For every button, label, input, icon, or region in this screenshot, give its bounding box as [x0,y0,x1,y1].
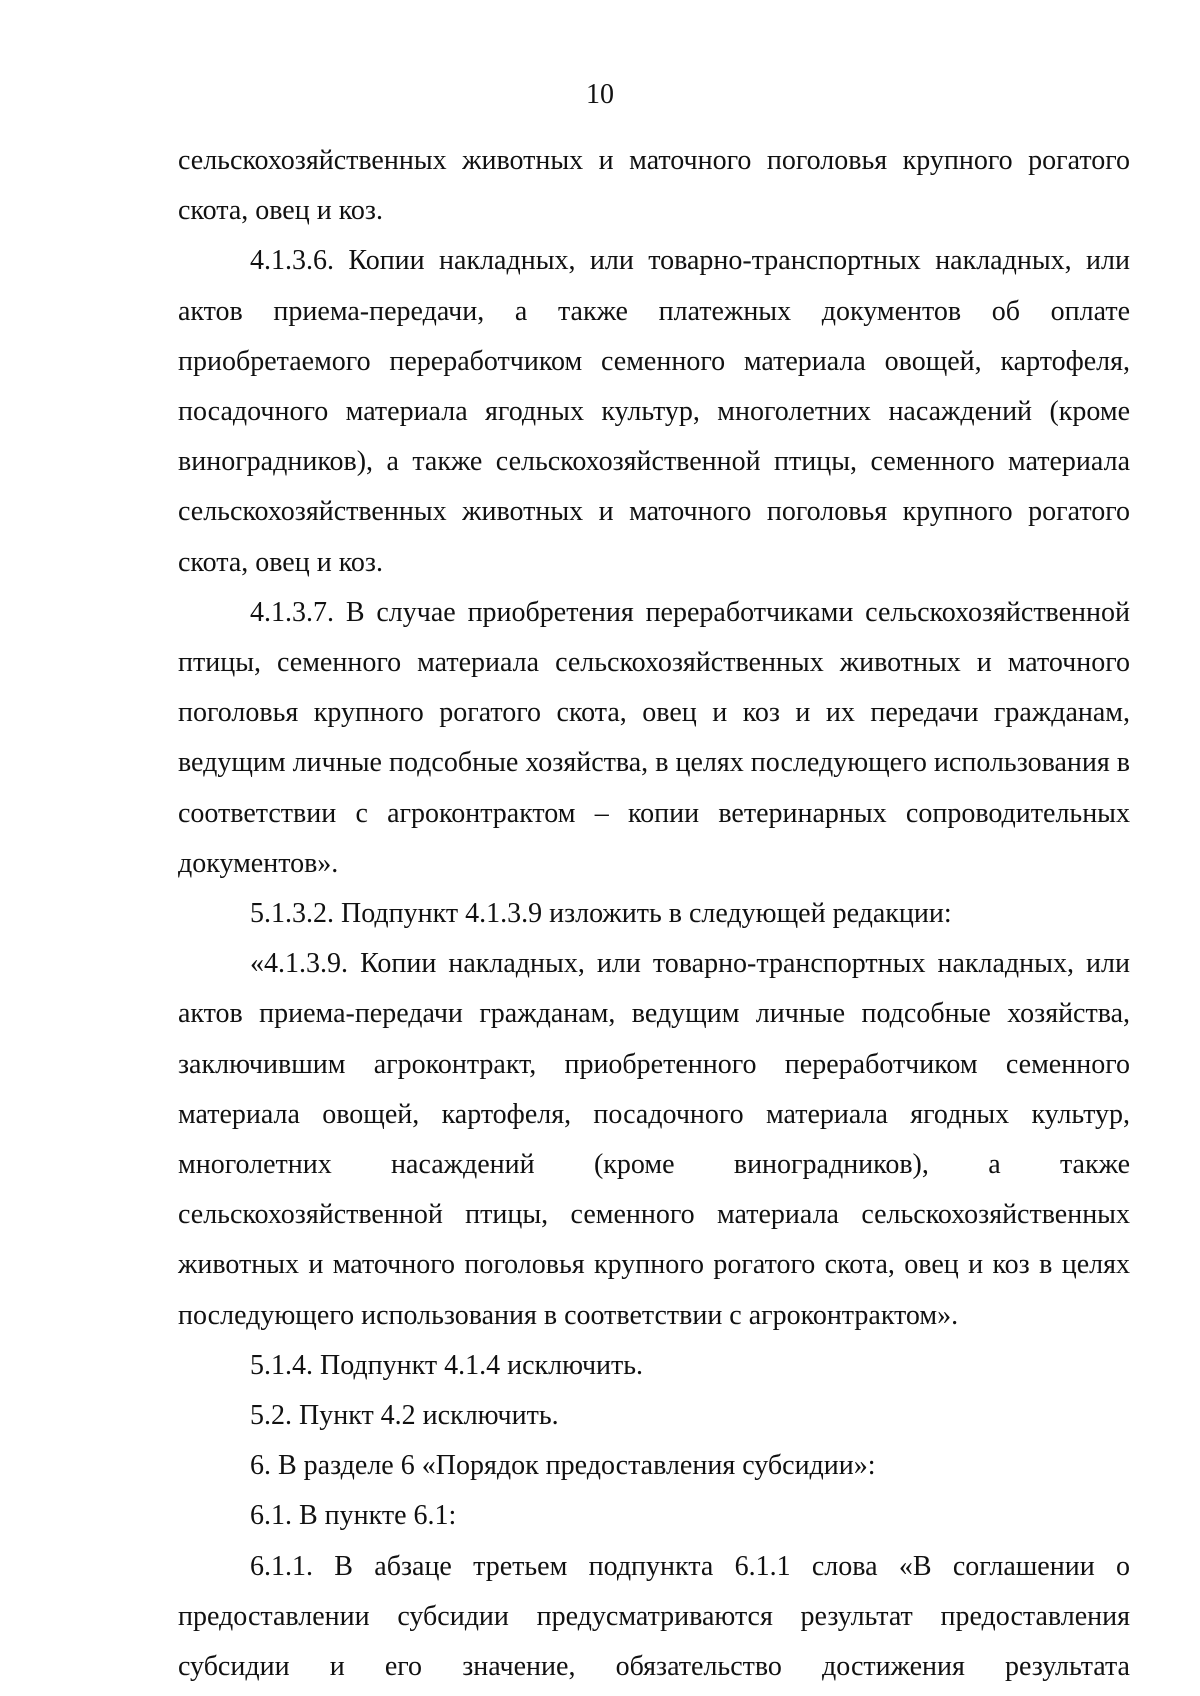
paragraph: 6.1. В пункте 6.1: [250,1500,457,1532]
paragraph: 4.1.3.6. Копии накладных, или товарно-транспортных накладных, или актов приема-передачи, а также платежных документов об оплате приобретаемого переработчиком семенного материала овощей, картофеля, посадочного материала ягодных культур, многолетних насаждений (кроме виноградников), а также сельскохозяйственной птицы, семенного материала сельскохозяйственных животных и маточного поголовья крупного рогатого скота, овец и коз. [178,245,1130,578]
paragraph: 5.1.4. Подпункт 4.1.4 исключить. [250,1349,644,1381]
paragraph: 6. В разделе 6 «Порядок предоставления субсидии»: [250,1450,876,1482]
page-number: 10 [586,79,614,110]
paragraph: 5.2. Пункт 4.2 исключить. [250,1400,559,1432]
paragraph: сельскохозяйственных животных и маточного поголовья крупного рогатого скота, овец и коз. [178,145,1130,227]
paragraph: 6.1.1. В абзаце третьем подпункта 6.1.1 слова «В соглашении о предоставлении субсидии предусматриваются результат предоставления субсидии и его значение, обязательство достижения результата [178,1550,1130,1683]
paragraph: «4.1.3.9. Копии накладных, или товарно-транспортных накладных, или актов приема-передачи гражданам, ведущим личные подсобные хозяйства, заключившим агроконтракт, приобретенного переработчиком семенного материала овощей, картофеля, посадочного материала ягодных культур, многолетних насаждений (кроме виноградников), а также сельскохозяйственной птицы, семенного материала сельскохозяйственных животных и маточного поголовья крупного рогатого скота, овец и коз в целях последующего использования в соответствии с агроконтрактом». [178,948,1130,1331]
document-body [178,136,1130,1692]
paragraph: 5.1.3.2. Подпункт 4.1.3.9 изложить в следующей редакции: [250,898,952,930]
paragraph: 4.1.3.7. В случае приобретения переработчиками сельскохозяйственной птицы, семенного материала сельскохозяйственных животных и маточного поголовья крупного рогатого скота, овец и коз и их передачи гражданам, ведущим личные подсобные хозяйства, в целях последующего использования в соответствии с агроконтрактом – копии ветеринарных сопроводительных документов». [178,596,1130,879]
